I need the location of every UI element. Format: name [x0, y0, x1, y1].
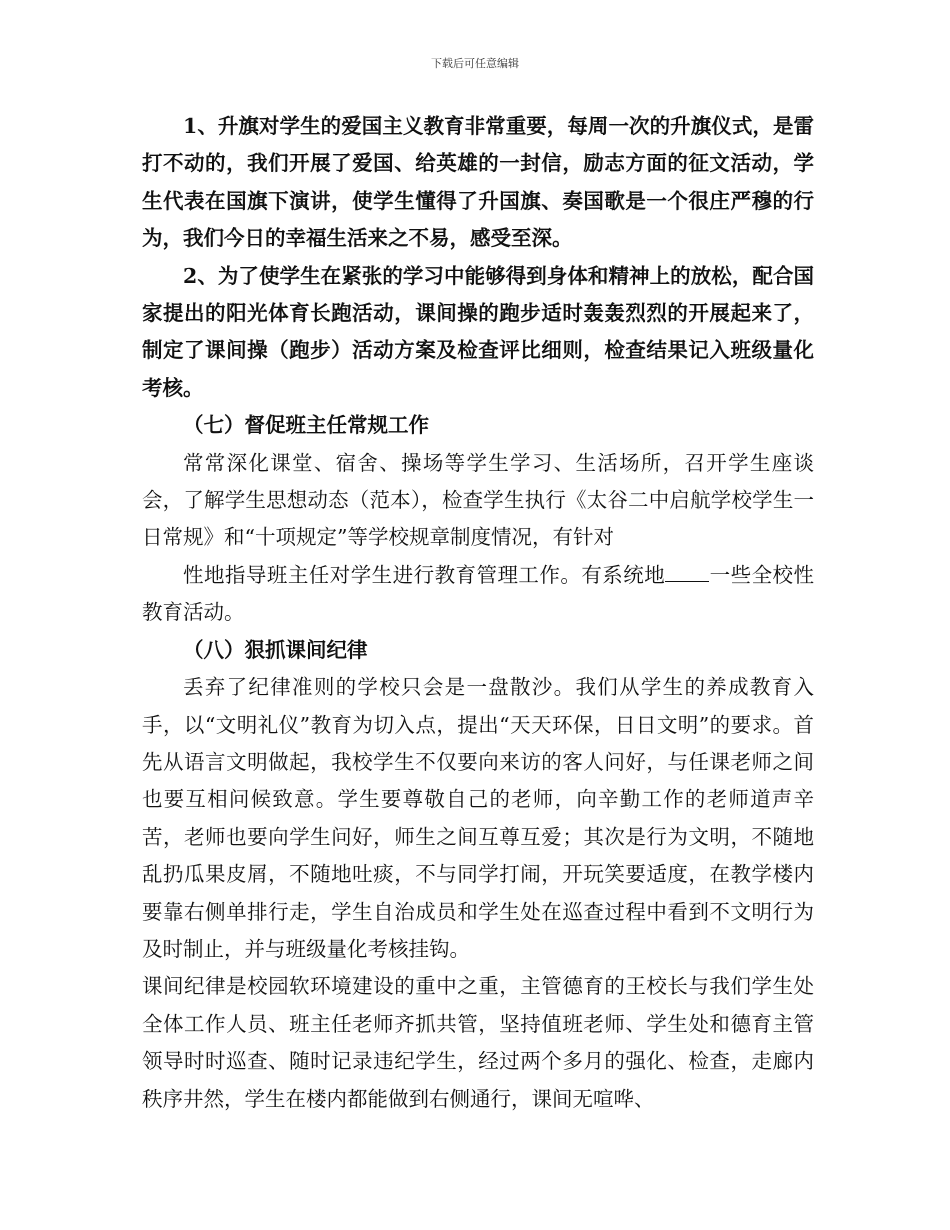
paragraph-discipline: 丢弃了纪律准则的学校只会是一盘散沙。我们从学生的养成教育入手，以“文明礼仪”教育为切入点，提出“天天环保，日日文明”的要求。首先从语言文明做起，我校学生不仅要向来访的客人问好，与任课老师之间也要互相问候致意。学生要尊敬自己的老师，向辛勤工作的老师道声辛苦，老师也要向学生问好，师生之间互尊互爱；其次是行为文明，不随地乱扔瓜果皮屑，不随地吐痰，不与同学打闹，开玩笑要适度，在教学楼内要靠右侧单排行走，学生自治成员和学生处在巡查过程中看到不文明行为及时制止，并与班级量化考核挂钩。 [142, 675, 814, 961]
page-header-note: 下载后可任意编辑 [431, 57, 519, 70]
paragraph-flag-raising: 1、升旗对学生的爱国主义教育非常重要，每周一次的升旗仪式，是雷打不动的，我们开展了爱国、给英雄的一封信，励志方面的征文活动，学生代表在国旗下演讲，使学生懂得了升国旗、奏国歌是一个很庄严穆的行为，我们今日的幸福生活来之不易，感受至深。 [142, 114, 814, 251]
paragraph-exercise-running: 2、为了使学生在紧张的学习中能够得到身体和精神上的放松，配合国家提出的阳光体育长跑活动，课间操的跑步适时轰轰烈烈的开展起来了，制定了课间操（跑步）活动方案及检查评比细则，检查结果记入班级量化考核。 [142, 263, 814, 400]
paragraph-guidance-end: 一些全校性教育活动。 [142, 562, 815, 625]
document-body [142, 108, 814, 1118]
paragraph-guidance-start: 性地指导班主任对学生进行教育管理工作。有系统地 [183, 562, 666, 587]
paragraph-supervise-teachers: 常常深化课堂、宿舍、操场等学生学习、生活场所，召开学生座谈会，了解学生思想动态（范本），检查学生执行《太谷二中启航学校学生一日常规》和“十项规定”等学校规章制度情况，有针对 [142, 450, 814, 550]
paragraph-break-discipline: 课间纪律是校园软环境建设的重中之重，主管德育的王校长与我们学生处全体工作人员、班主任老师齐抓共管，坚持值班老师、学生处和德育主管领导时时巡查、随时记录违纪学生，经过两个多月的强化、检查，走廊内秩序井然，学生在楼内都能做到右侧通行，课间无喧哗、 [142, 974, 814, 1111]
paragraph-guidance [142, 557, 814, 632]
fill-in-blank [665, 563, 709, 582]
section-heading-8: （八）狠抓课间纪律 [183, 637, 368, 662]
section-heading-7: （七）督促班主任常规工作 [183, 413, 429, 438]
